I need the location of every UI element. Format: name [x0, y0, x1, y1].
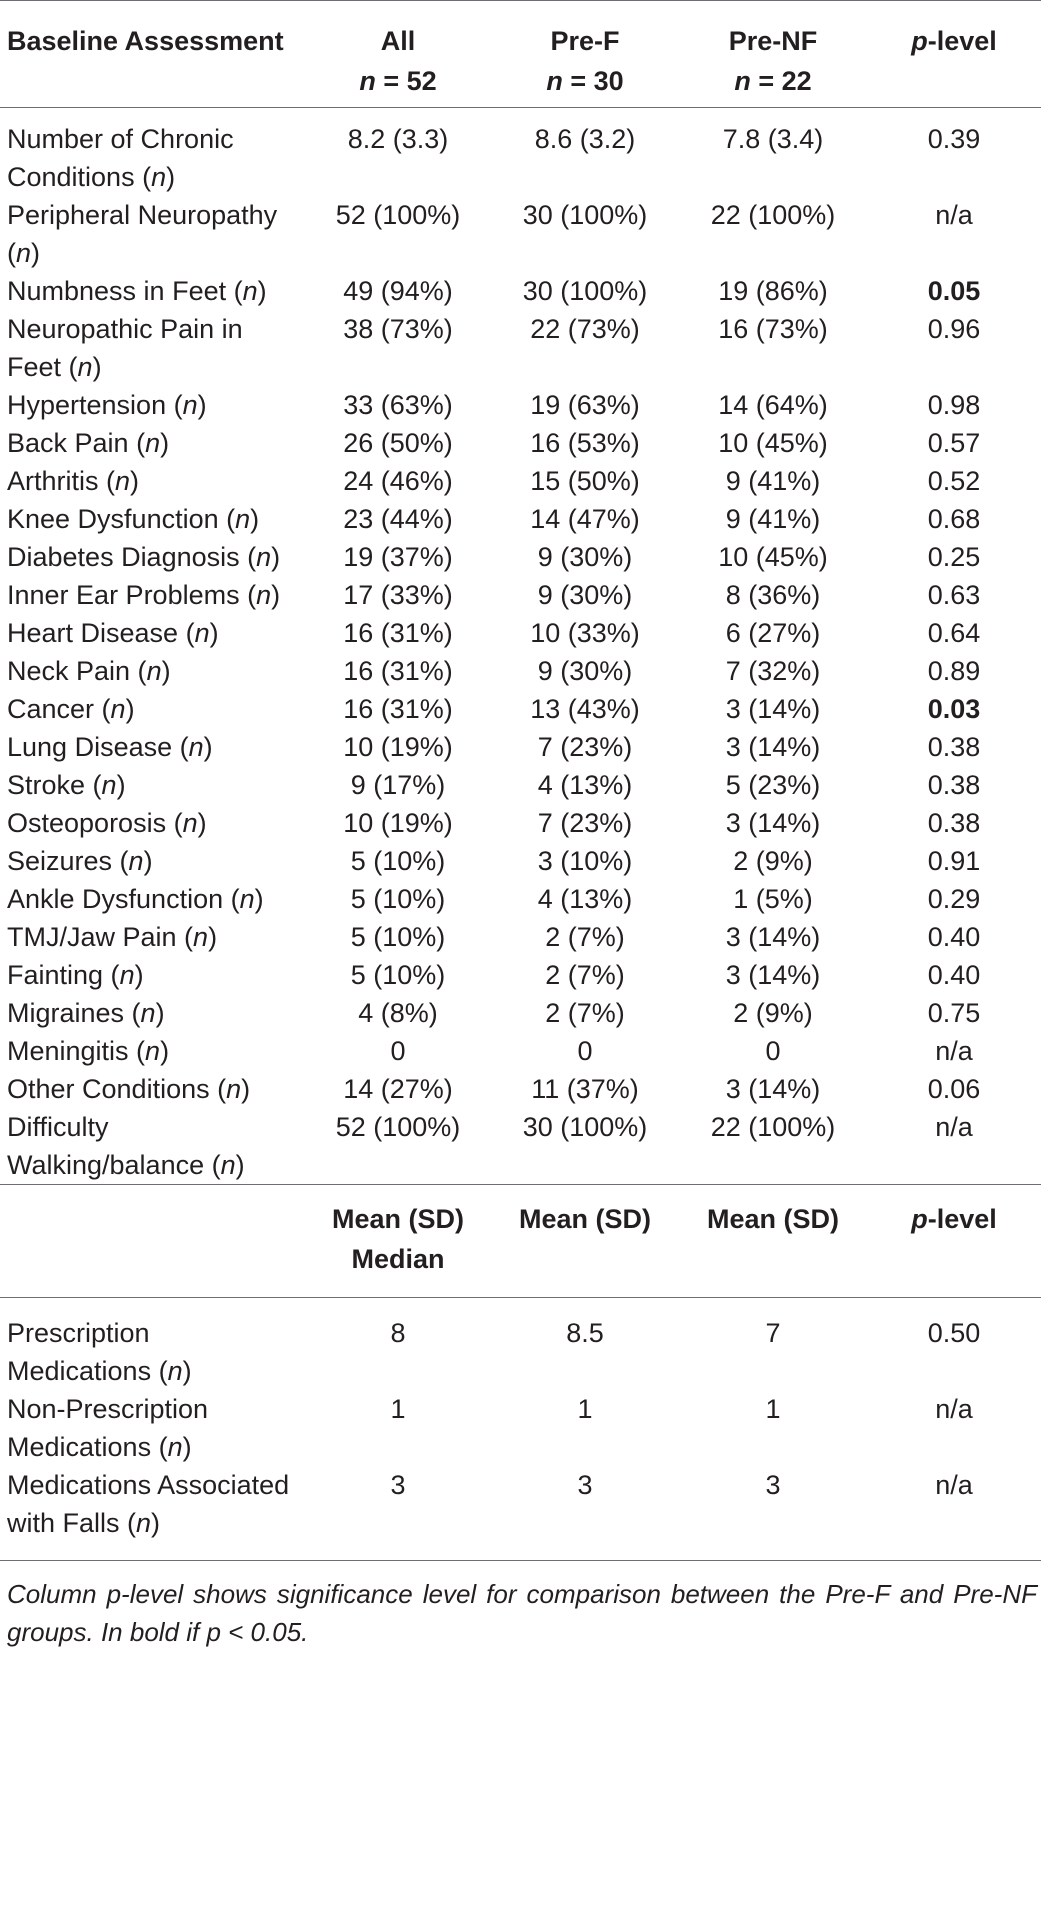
cell-p-level: 0.40 [927, 922, 981, 952]
cell-pre-nf: 1 (5%) [733, 884, 813, 914]
row-label: TMJ/Jaw Pain (n) [7, 922, 218, 952]
cell-p-level: 0.05 [927, 276, 981, 306]
cell-pre-f: 9 (30%) [537, 542, 633, 572]
table-row [0, 310, 1041, 386]
row-label: Meningitis (n) [7, 1036, 170, 1066]
cell-p-level: 0.52 [927, 466, 981, 496]
cell-p-level: 0.38 [927, 732, 981, 762]
cell-p-level: 0.29 [927, 884, 981, 914]
cell-pre-nf: 22 (100%) [710, 1112, 836, 1142]
cell-pre-f: 7 (23%) [537, 808, 633, 838]
cell-p-level: 0.38 [927, 808, 981, 838]
cell-p-level: 0.91 [927, 846, 981, 876]
cell-all: 24 (46%) [343, 466, 453, 496]
cell-p-level: n/a [935, 1470, 973, 1500]
header-all-name: All [380, 26, 416, 56]
row-label: Number of Chronic Conditions (n) [7, 124, 234, 192]
table-footnote: Column p-level shows significance level for comparison between the Pre-F and Pre-NF groups. In bold if p < 0.05. [7, 1579, 1037, 1647]
row-label: Diabetes Diagnosis (n) [7, 542, 281, 572]
header-all-n: n = 52 [359, 66, 437, 96]
row-label: Inner Ear Problems (n) [7, 580, 281, 610]
row-label: Lung Disease (n) [7, 732, 213, 762]
row-label: Osteoporosis (n) [7, 808, 207, 838]
table-row [0, 994, 1041, 1032]
cell-pre-f: 10 (33%) [530, 618, 640, 648]
row-label: Neck Pain (n) [7, 656, 171, 686]
cell-pre-nf: 3 (14%) [725, 922, 821, 952]
table-row [0, 272, 1041, 310]
table-row [0, 500, 1041, 538]
cell-pre-f: 2 (7%) [545, 998, 625, 1028]
cell-p-level: 0.64 [927, 618, 981, 648]
table-row [0, 690, 1041, 728]
header-pre-f [491, 1, 679, 108]
cell-pre-nf: 9 (41%) [725, 466, 821, 496]
table-row [0, 1466, 1041, 1561]
cell-all: 5 (10%) [350, 960, 446, 990]
header-pre-nf-n: n = 22 [734, 66, 812, 96]
header2-p-level [867, 1185, 1041, 1298]
cell-all: 5 (10%) [350, 846, 446, 876]
cell-pre-nf: 5 (23%) [725, 770, 821, 800]
cell-pre-nf: 7 [765, 1318, 781, 1348]
row-label: Migraines (n) [7, 998, 165, 1028]
cell-all: 10 (19%) [343, 732, 453, 762]
row-label: Back Pain (n) [7, 428, 170, 458]
cell-pre-f: 2 (7%) [545, 922, 625, 952]
medications-header-row [0, 1185, 1041, 1298]
cell-pre-f: 19 (63%) [530, 390, 640, 420]
cell-p-level: 0.40 [927, 960, 981, 990]
header2-all-mean: Mean (SD) [331, 1204, 464, 1234]
row-label: Neuropathic Pain in Feet (n) [7, 314, 243, 382]
table-row [0, 918, 1041, 956]
cell-pre-f: 9 (30%) [537, 580, 633, 610]
header2-all [305, 1185, 491, 1298]
cell-p-level: 0.96 [927, 314, 981, 344]
table-row [0, 956, 1041, 994]
row-label: Difficulty Walking/balance (n) [7, 1112, 245, 1180]
cell-p-level: 0.39 [927, 124, 981, 154]
cell-pre-f: 30 (100%) [522, 276, 648, 306]
table-row [0, 614, 1041, 652]
cell-pre-nf: 3 (14%) [725, 960, 821, 990]
cell-all: 16 (31%) [343, 656, 453, 686]
cell-all: 0 [390, 1036, 406, 1066]
cell-p-level: 0.89 [927, 656, 981, 686]
header2-p-level-text: p-level [911, 1204, 997, 1234]
cell-all: 52 (100%) [335, 200, 461, 230]
cell-pre-f: 22 (73%) [530, 314, 640, 344]
cell-p-level: 0.98 [927, 390, 981, 420]
cell-pre-nf: 2 (9%) [733, 846, 813, 876]
row-label: Arthritis (n) [7, 466, 140, 496]
table-row [0, 804, 1041, 842]
cell-pre-nf: 7 (32%) [725, 656, 821, 686]
header2-pre-nf: Mean (SD) [706, 1204, 839, 1234]
cell-all: 17 (33%) [343, 580, 453, 610]
cell-pre-nf: 14 (64%) [718, 390, 828, 420]
cell-all: 8.2 (3.3) [347, 124, 449, 154]
row-label: Heart Disease (n) [7, 618, 219, 648]
cell-p-level: 0.03 [927, 694, 981, 724]
cell-p-level: 0.57 [927, 428, 981, 458]
cell-pre-f: 11 (37%) [531, 1074, 639, 1104]
cell-pre-f: 30 (100%) [522, 200, 648, 230]
header-pre-f-n: n = 30 [546, 66, 624, 96]
cell-pre-f: 1 [577, 1394, 593, 1424]
cell-all: 19 (37%) [343, 542, 453, 572]
table-header-row [0, 1, 1041, 108]
table-row [0, 1070, 1041, 1108]
row-label: Numbness in Feet (n) [7, 276, 267, 306]
header-pre-nf-name: Pre-NF [728, 26, 818, 56]
header2-pre-f: Mean (SD) [518, 1204, 651, 1234]
cell-p-level: n/a [935, 1394, 973, 1424]
table-row [0, 1032, 1041, 1070]
cell-pre-nf: 16 (73%) [718, 314, 828, 344]
table-row [0, 842, 1041, 880]
cell-pre-nf: 9 (41%) [725, 504, 821, 534]
cell-pre-nf: 3 (14%) [725, 694, 821, 724]
row-label: Non-Prescription Medications (n) [7, 1394, 209, 1462]
cell-pre-nf: 1 [765, 1394, 781, 1424]
cell-all: 3 [390, 1470, 406, 1500]
cell-pre-f: 3 (10%) [537, 846, 633, 876]
cell-pre-f: 7 (23%) [537, 732, 633, 762]
cell-all: 52 (100%) [335, 1112, 461, 1142]
medications-body [0, 1298, 1041, 1561]
table-row [0, 728, 1041, 766]
cell-all: 10 (19%) [343, 808, 453, 838]
table-row [0, 652, 1041, 690]
cell-pre-nf: 10 (45%) [718, 428, 828, 458]
header-p-level-name: p-level [911, 26, 997, 56]
row-label: Prescription Medications (n) [7, 1318, 192, 1386]
cell-pre-nf: 22 (100%) [710, 200, 836, 230]
cell-all: 16 (31%) [343, 618, 453, 648]
cell-pre-nf: 8 (36%) [725, 580, 821, 610]
table-row [0, 880, 1041, 918]
cell-pre-f: 13 (43%) [530, 694, 640, 724]
row-label: Other Conditions (n) [7, 1074, 251, 1104]
table-row [0, 576, 1041, 614]
cell-p-level: 0.06 [927, 1074, 981, 1104]
cell-pre-f: 8.6 (3.2) [534, 124, 636, 154]
header-pre-f-name: Pre-F [550, 26, 620, 56]
cell-pre-f: 4 (13%) [537, 884, 633, 914]
row-label: Fainting (n) [7, 960, 144, 990]
cell-pre-nf: 2 (9%) [733, 998, 813, 1028]
cell-p-level: n/a [935, 1112, 973, 1142]
cell-pre-f: 14 (47%) [530, 504, 640, 534]
cell-all: 4 (8%) [358, 998, 438, 1028]
cell-pre-f: 2 (7%) [545, 960, 625, 990]
row-label: Seizures (n) [7, 846, 153, 876]
cell-pre-nf: 3 [765, 1470, 781, 1500]
cell-pre-nf: 3 (14%) [725, 732, 821, 762]
cell-pre-f: 0 [577, 1036, 593, 1066]
cell-pre-f: 16 (53%) [530, 428, 640, 458]
row-label: Hypertension (n) [7, 390, 207, 420]
table-row [0, 196, 1041, 272]
row-label: Peripheral Neuropathy (n) [7, 200, 278, 268]
header-baseline-assessment: Baseline Assessment [7, 26, 284, 56]
cell-p-level: 0.50 [927, 1318, 981, 1348]
cell-all: 1 [390, 1394, 406, 1424]
cell-pre-nf: 7.8 (3.4) [722, 124, 824, 154]
table-row [0, 424, 1041, 462]
header-pre-nf [679, 1, 867, 108]
header-all [305, 1, 491, 108]
medications-header-blank [0, 1185, 305, 1298]
cell-p-level: 0.38 [927, 770, 981, 800]
header2-all-median: Median [351, 1244, 445, 1274]
cell-all: 38 (73%) [343, 314, 453, 344]
cell-pre-nf: 0 [765, 1036, 781, 1066]
table-row [0, 108, 1041, 197]
table-row [0, 766, 1041, 804]
row-label: Stroke (n) [7, 770, 126, 800]
cell-p-level: 0.63 [927, 580, 981, 610]
cell-p-level: 0.68 [927, 504, 981, 534]
cell-all: 33 (63%) [343, 390, 453, 420]
row-label: Ankle Dysfunction (n) [7, 884, 264, 914]
cell-pre-f: 4 (13%) [537, 770, 633, 800]
medications-section [0, 1185, 1041, 1298]
cell-pre-f: 8.5 [566, 1318, 604, 1348]
cell-all: 8 [390, 1318, 406, 1348]
cell-all: 16 (31%) [343, 694, 453, 724]
row-label: Knee Dysfunction (n) [7, 504, 260, 534]
cell-pre-nf: 6 (27%) [725, 618, 821, 648]
cell-pre-f: 30 (100%) [522, 1112, 648, 1142]
table-row [0, 538, 1041, 576]
cell-pre-nf: 19 (86%) [718, 276, 828, 306]
cell-all: 26 (50%) [343, 428, 453, 458]
cell-pre-nf: 10 (45%) [718, 542, 828, 572]
header-p-level [867, 1, 1041, 108]
conditions-body [0, 108, 1041, 1185]
cell-all: 9 (17%) [350, 770, 446, 800]
cell-pre-f: 9 (30%) [537, 656, 633, 686]
cell-p-level: n/a [935, 200, 973, 230]
cell-all: 14 (27%) [343, 1074, 453, 1104]
cell-all: 5 (10%) [350, 922, 446, 952]
cell-all: 23 (44%) [343, 504, 453, 534]
table-row [0, 1390, 1041, 1466]
table-row [0, 386, 1041, 424]
cell-pre-f: 3 [577, 1470, 593, 1500]
cell-pre-nf: 3 (14%) [725, 808, 821, 838]
table-row [0, 1108, 1041, 1185]
row-label: Cancer (n) [7, 694, 135, 724]
cell-p-level: n/a [935, 1036, 973, 1066]
row-label: Medications Associated with Falls (n) [7, 1470, 290, 1538]
cell-all: 5 (10%) [350, 884, 446, 914]
cell-all: 49 (94%) [343, 276, 453, 306]
cell-pre-f: 15 (50%) [530, 466, 640, 496]
table-row [0, 1298, 1041, 1391]
table-row [0, 462, 1041, 500]
cell-p-level: 0.75 [927, 998, 981, 1028]
cell-p-level: 0.25 [927, 542, 981, 572]
cell-pre-nf: 3 (14%) [725, 1074, 821, 1104]
